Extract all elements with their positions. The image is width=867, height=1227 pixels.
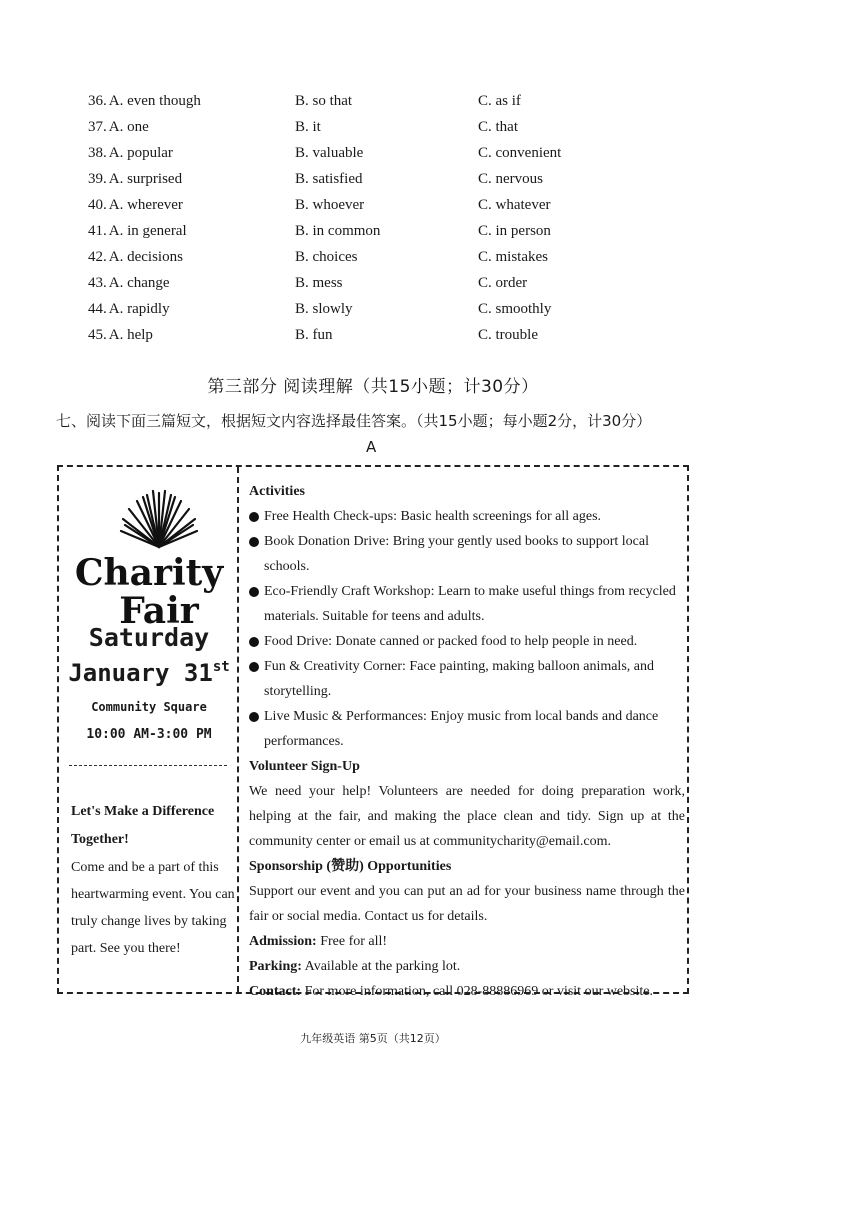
option-c: C. nervous (478, 171, 543, 187)
charity-fair-flyer (57, 465, 689, 999)
option-b: B. mess (295, 275, 343, 291)
option-b: B. choices (295, 249, 358, 265)
option-a: 39. A. surprised (88, 171, 183, 187)
bullet-icon (249, 512, 259, 522)
section-instruction: 七、阅读下面三篇短文，根据短文内容选择最佳答案。（共15小题；每小题2分，计30分） (56, 412, 652, 430)
activity-item: Eco-Friendly Craft Workshop: Learn to make useful things from recycled materials. Suitable for teens and adults. (249, 579, 685, 629)
bullet-icon (249, 537, 259, 547)
option-a: 42. A. decisions (88, 249, 183, 265)
charity-fair-logo (59, 485, 239, 635)
option-a: 36. A. even though (88, 93, 201, 109)
option-row (0, 218, 867, 244)
option-b: B. satisfied (295, 171, 363, 187)
admission-info: Admission: Free for all! (249, 934, 388, 949)
option-row (0, 140, 867, 166)
activity-item: Fun & Creativity Corner: Face painting, making balloon animals, and storytelling. (249, 654, 685, 704)
option-c: C. whatever (478, 197, 551, 213)
option-b: B. slowly (295, 301, 353, 317)
option-a: 43. A. change (88, 275, 170, 291)
option-b: B. fun (295, 327, 333, 343)
parking-info: Parking: Available at the parking lot. (249, 959, 461, 974)
bullet-icon (249, 637, 259, 647)
option-c: C. in person (478, 223, 551, 239)
flyer-left-panel (59, 467, 239, 992)
option-row (0, 296, 867, 322)
activity-item: Free Health Check-ups: Basic health screenings for all ages. (249, 504, 685, 529)
divider (69, 765, 227, 766)
volunteer-heading: Volunteer Sign-Up (249, 759, 360, 774)
date-suffix: st (212, 659, 230, 675)
bullet-icon (249, 662, 259, 672)
flyer-right-panel (249, 479, 685, 1004)
option-a: 45. A. help (88, 327, 153, 343)
event-day: Saturday (88, 623, 210, 652)
volunteer-body: We need your help! Volunteers are needed for doing preparation work, helping at the fair, and making the place clean and tidy. Sign up at the community center or email us at communitycharity@email.com. (249, 784, 685, 849)
contact-info: Contact: For more information, call 028-88886969 or visit our website. (249, 984, 653, 999)
option-b: B. whoever (295, 197, 365, 213)
option-a: 38. A. popular (88, 145, 173, 161)
event-location: Community Square (91, 700, 207, 714)
event-date: January 31st (68, 659, 230, 687)
activity-item: Book Donation Drive: Bring your gently used books to support local schools. (249, 529, 685, 579)
option-c: C. trouble (478, 327, 538, 343)
option-row (0, 88, 867, 114)
option-c: C. smoothly (478, 301, 552, 317)
option-a: 41. A. in general (88, 223, 187, 239)
option-a: 40. A. wherever (88, 197, 183, 213)
option-a: 44. A. rapidly (88, 301, 170, 317)
option-c: C. mistakes (478, 249, 548, 265)
sponsorship-heading: Sponsorship (赞助) Opportunities (249, 859, 452, 874)
bullet-icon (249, 587, 259, 597)
option-b: B. valuable (295, 145, 364, 161)
cloze-options (0, 88, 867, 348)
activity-item: Live Music & Performances: Enjoy music from local bands and dance performances. (249, 704, 685, 754)
option-row (0, 322, 867, 348)
option-c: C. order (478, 275, 528, 291)
activities-heading: Activities (249, 484, 305, 499)
passage-label: A (366, 438, 377, 456)
tree-icon (121, 491, 197, 547)
option-row (0, 244, 867, 270)
logo-text-fair: Fair (119, 590, 199, 632)
option-c: C. that (478, 119, 518, 135)
option-b: B. so that (295, 93, 353, 109)
option-c: C. convenient (478, 145, 562, 161)
slogan-body: Come and be a part of this heartwarming event. You can truly change lives by taking part. See you there! (71, 860, 235, 956)
option-row (0, 192, 867, 218)
option-row (0, 166, 867, 192)
event-time: 10:00 AM-3:00 PM (86, 727, 212, 742)
activity-item: Food Drive: Donate canned or packed food to help people in need. (249, 629, 685, 654)
slogan-heading: Let's Make a Difference Together! (71, 804, 215, 847)
option-b: B. it (295, 119, 321, 135)
part-title: 第三部分 阅读理解（共15小题；计30分） (207, 377, 539, 397)
option-row (0, 114, 867, 140)
page-footer: 九年级英语 第5页（共12页） (300, 1032, 446, 1045)
option-b: B. in common (295, 223, 381, 239)
bullet-icon (249, 712, 259, 722)
option-c: C. as if (478, 93, 521, 109)
logo-text-charity: Charity (74, 552, 224, 594)
option-row (0, 270, 867, 296)
sponsorship-body: Support our event and you can put an ad for your business name through the fair or social media. Contact us for details. (249, 884, 685, 924)
option-a: 37. A. one (88, 119, 149, 135)
